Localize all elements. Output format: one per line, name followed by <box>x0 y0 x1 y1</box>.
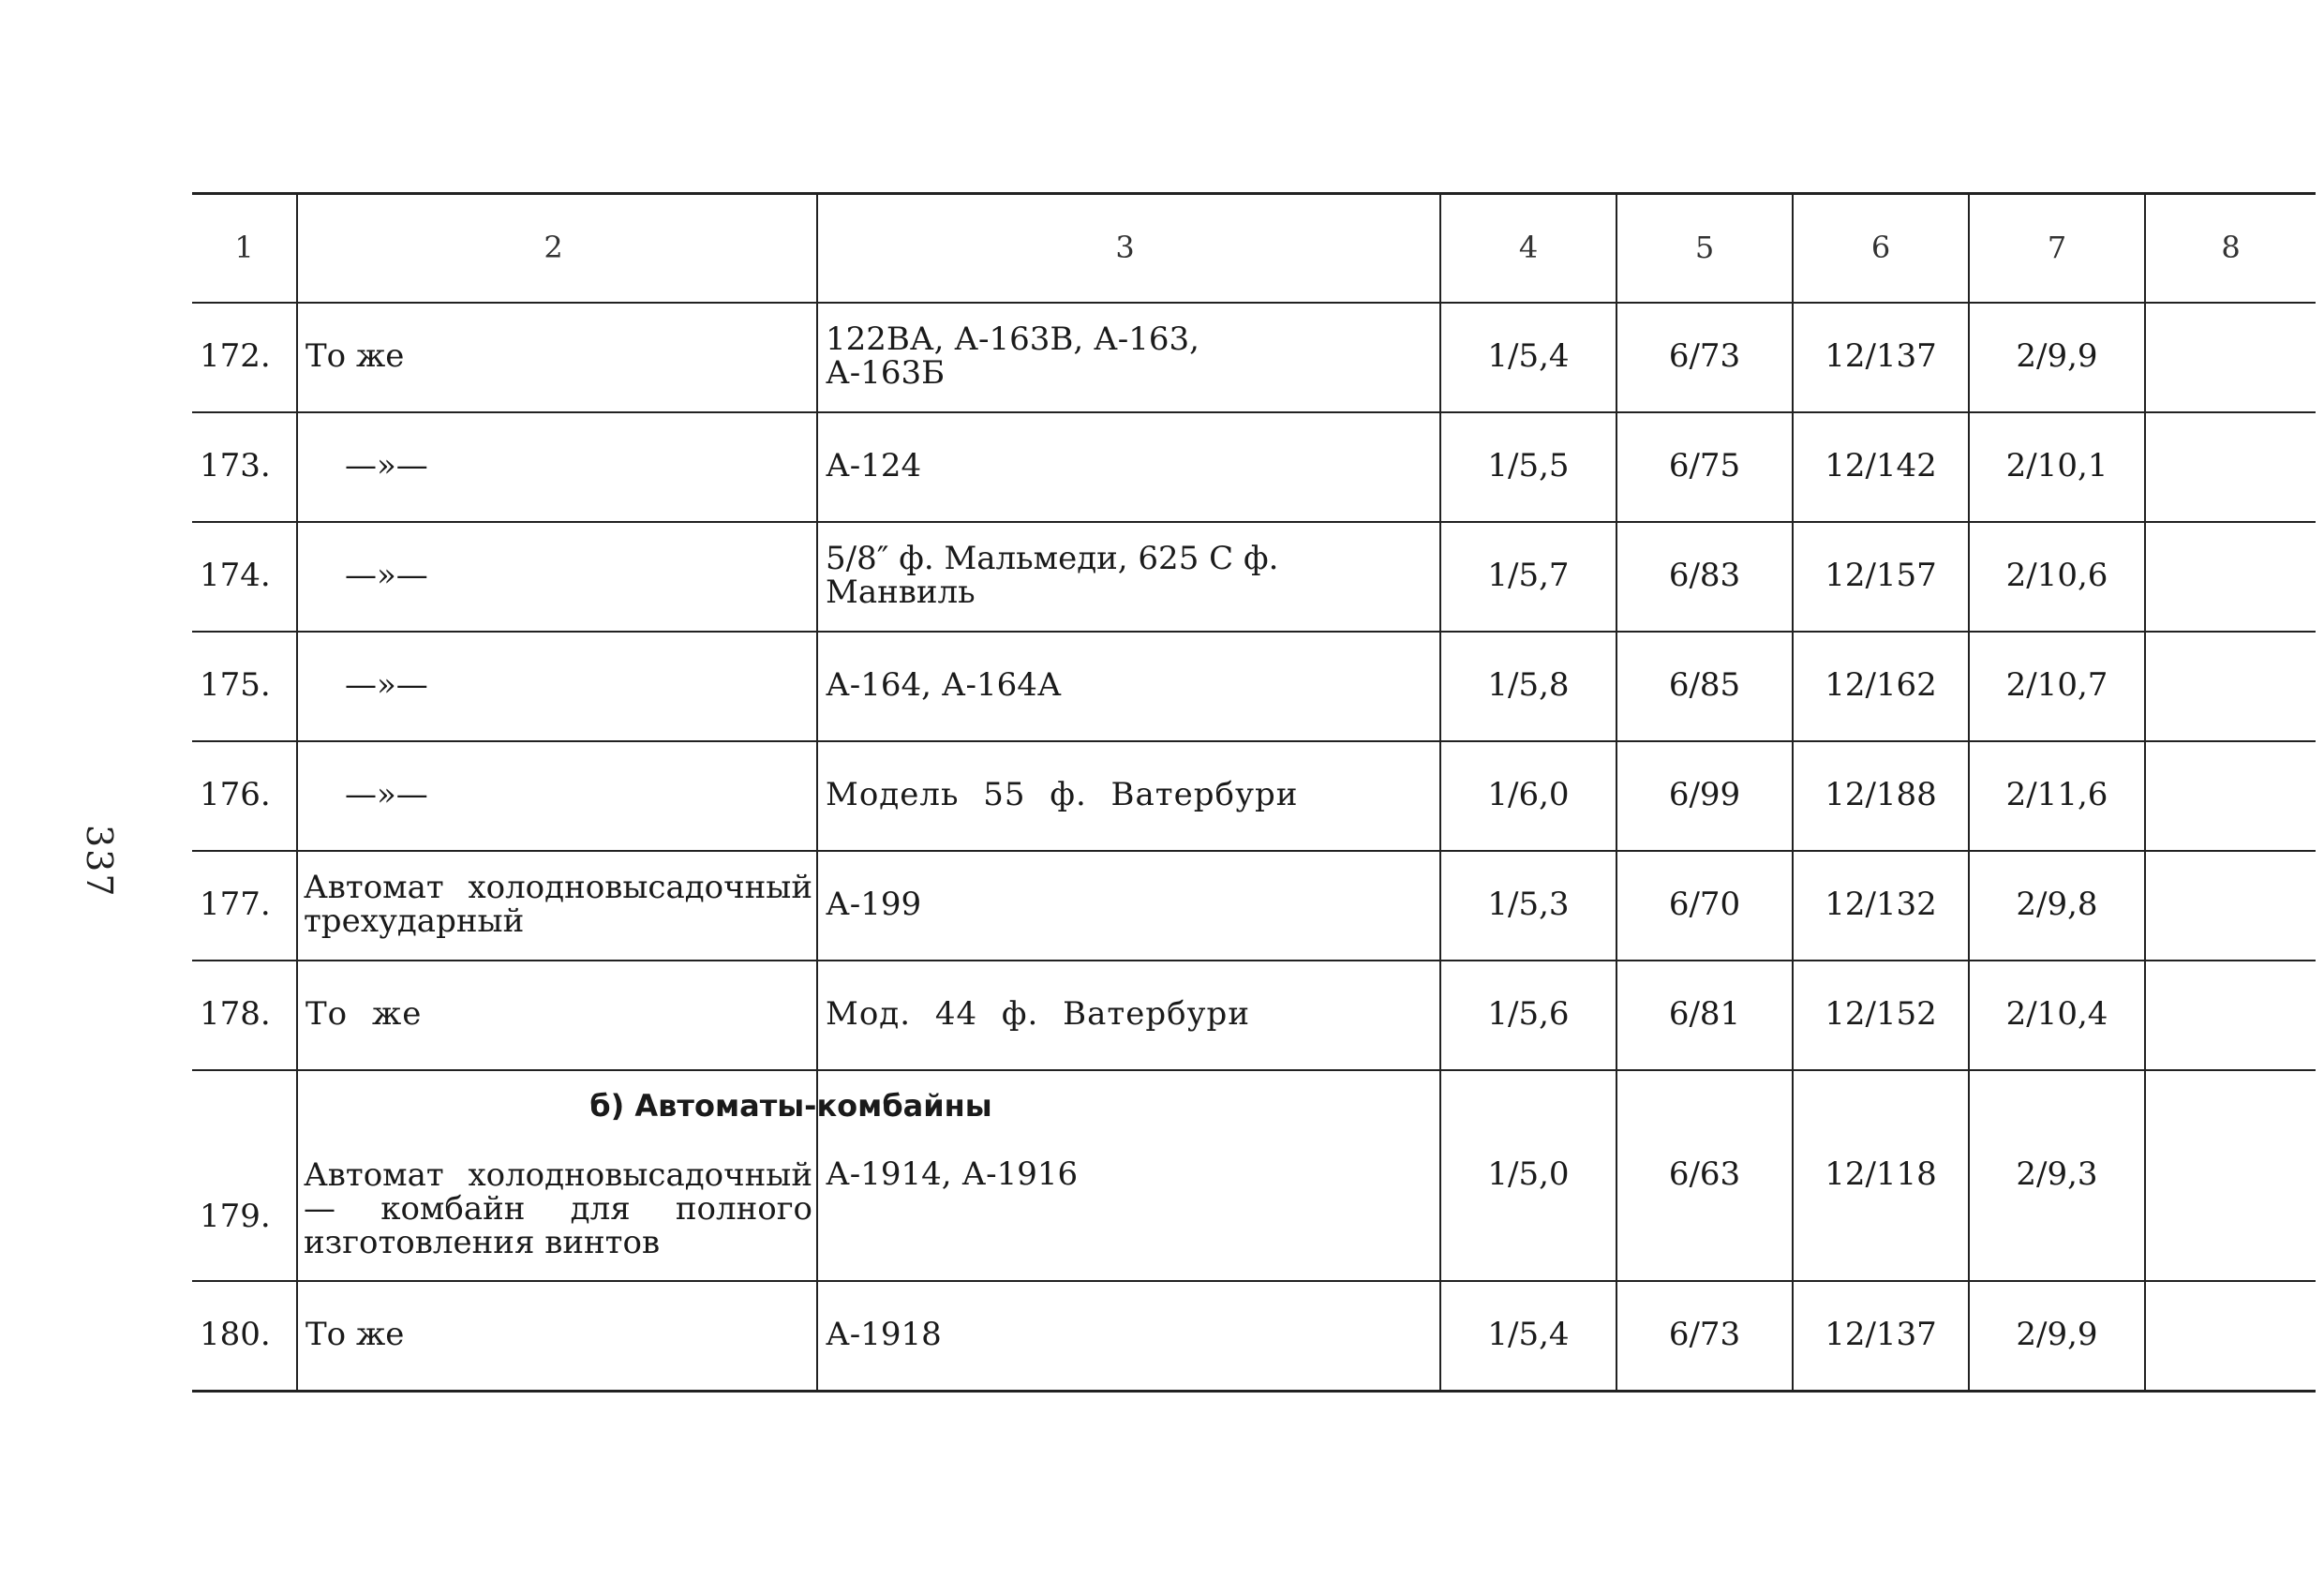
row-col-7: 2/10,4 <box>1969 961 2145 1070</box>
row-col-8 <box>2145 1281 2316 1392</box>
row-col-6: 12/142 <box>1793 412 1969 522</box>
table-row <box>192 412 2316 522</box>
row-name-cell <box>297 851 817 961</box>
row-models: А-124 <box>817 412 1440 522</box>
row-models: 122ВА, А-163В, А-163, А-163Б <box>817 303 1440 412</box>
table-row <box>192 961 2316 1070</box>
row-number: 176. <box>200 776 271 814</box>
header-col-7: 7 <box>1969 194 2145 303</box>
table-row <box>192 1281 2316 1392</box>
table-header-row <box>192 194 2316 303</box>
header-col-3: 3 <box>817 194 1440 303</box>
row-col-4: 1/5,4 <box>1440 1281 1616 1392</box>
row-name: —»— <box>297 522 817 632</box>
row-models: Модель 55 ф. Ватербури <box>817 741 1440 851</box>
row-col-4: 1/5,0 <box>1440 1070 1616 1281</box>
row-col-4: 1/5,6 <box>1440 961 1616 1070</box>
row-number: 174. <box>200 557 271 595</box>
row-models: А-199 <box>817 851 1440 961</box>
row-name: —»— <box>297 632 817 741</box>
header-col-5: 5 <box>1616 194 1793 303</box>
row-number: 179. <box>200 1198 271 1236</box>
row-name: То же <box>297 961 817 1070</box>
row-col-6: 12/132 <box>1793 851 1969 961</box>
row-models: А-164, А-164А <box>817 632 1440 741</box>
data-table <box>192 192 2316 1393</box>
row-col-5: 6/73 <box>1616 303 1793 412</box>
row-col-5: 6/75 <box>1616 412 1793 522</box>
table-row <box>192 632 2316 741</box>
row-number: 177. <box>200 886 271 924</box>
row-col-6: 12/118 <box>1793 1070 1969 1281</box>
row-col-8 <box>2145 632 2316 741</box>
row-col-5: 6/63 <box>1616 1070 1793 1281</box>
row-number: 172. <box>200 337 271 376</box>
row-col-8 <box>2145 741 2316 851</box>
row-models: Мод. 44 ф. Ватербури <box>817 961 1440 1070</box>
row-col-7: 2/9,8 <box>1969 851 2145 961</box>
row-name: —»— <box>297 741 817 851</box>
table-row <box>192 741 2316 851</box>
row-col-7: 2/11,6 <box>1969 741 2145 851</box>
row-col-8 <box>2145 1070 2316 1281</box>
header-col-8: 8 <box>2145 194 2316 303</box>
row-number: 178. <box>200 995 271 1034</box>
row-name: —»— <box>297 412 817 522</box>
row-col-5: 6/70 <box>1616 851 1793 961</box>
row-models: 5/8″ ф. Мальмеди, 625 С ф. Манвиль <box>817 522 1440 632</box>
row-col-4: 1/5,3 <box>1440 851 1616 961</box>
row-name: Автомат холодновысадочный трехударный <box>304 869 812 940</box>
row-name: Автомат холодновысадочный — комбайн для полного изготовления винтов <box>304 1156 812 1261</box>
row-col-7: 2/10,1 <box>1969 412 2145 522</box>
row-col-4: 1/5,4 <box>1440 303 1616 412</box>
row-col-5: 6/83 <box>1616 522 1793 632</box>
row-col-6: 12/188 <box>1793 741 1969 851</box>
row-col-4: 1/5,8 <box>1440 632 1616 741</box>
row-col-4: 1/6,0 <box>1440 741 1616 851</box>
section-heading: б) Автоматы-комбайны <box>589 1087 992 1124</box>
table-row <box>192 1070 2316 1281</box>
row-models: А-1914, А-1916 <box>817 1070 1440 1281</box>
row-number: 175. <box>200 666 271 705</box>
row-name: То же <box>297 303 817 412</box>
row-col-8 <box>2145 961 2316 1070</box>
row-col-7: 2/9,3 <box>1969 1070 2145 1281</box>
row-col-7: 2/10,6 <box>1969 522 2145 632</box>
table-row <box>192 851 2316 961</box>
row-col-5: 6/99 <box>1616 741 1793 851</box>
row-number: 173. <box>200 447 271 485</box>
row-col-4: 1/5,7 <box>1440 522 1616 632</box>
header-col-4: 4 <box>1440 194 1616 303</box>
table-row <box>192 522 2316 632</box>
row-col-6: 12/152 <box>1793 961 1969 1070</box>
row-col-7: 2/10,7 <box>1969 632 2145 741</box>
row-models: А-1918 <box>817 1281 1440 1392</box>
page-number: 337 <box>79 825 120 899</box>
row-col-6: 12/137 <box>1793 1281 1969 1392</box>
row-col-5: 6/73 <box>1616 1281 1793 1392</box>
row-col-6: 12/137 <box>1793 303 1969 412</box>
row-col-7: 2/9,9 <box>1969 1281 2145 1392</box>
row-col-6: 12/157 <box>1793 522 1969 632</box>
row-number: 180. <box>200 1316 271 1354</box>
header-col-6: 6 <box>1793 194 1969 303</box>
row-col-8 <box>2145 303 2316 412</box>
row-col-7: 2/9,9 <box>1969 303 2145 412</box>
row-col-5: 6/85 <box>1616 632 1793 741</box>
row-col-8 <box>2145 851 2316 961</box>
row-name: То же <box>297 1281 817 1392</box>
row-col-4: 1/5,5 <box>1440 412 1616 522</box>
header-col-1: 1 <box>234 229 254 265</box>
row-col-5: 6/81 <box>1616 961 1793 1070</box>
row-col-8 <box>2145 522 2316 632</box>
row-col-8 <box>2145 412 2316 522</box>
table-row <box>192 303 2316 412</box>
row-col-6: 12/162 <box>1793 632 1969 741</box>
header-col-2: 2 <box>297 194 817 303</box>
